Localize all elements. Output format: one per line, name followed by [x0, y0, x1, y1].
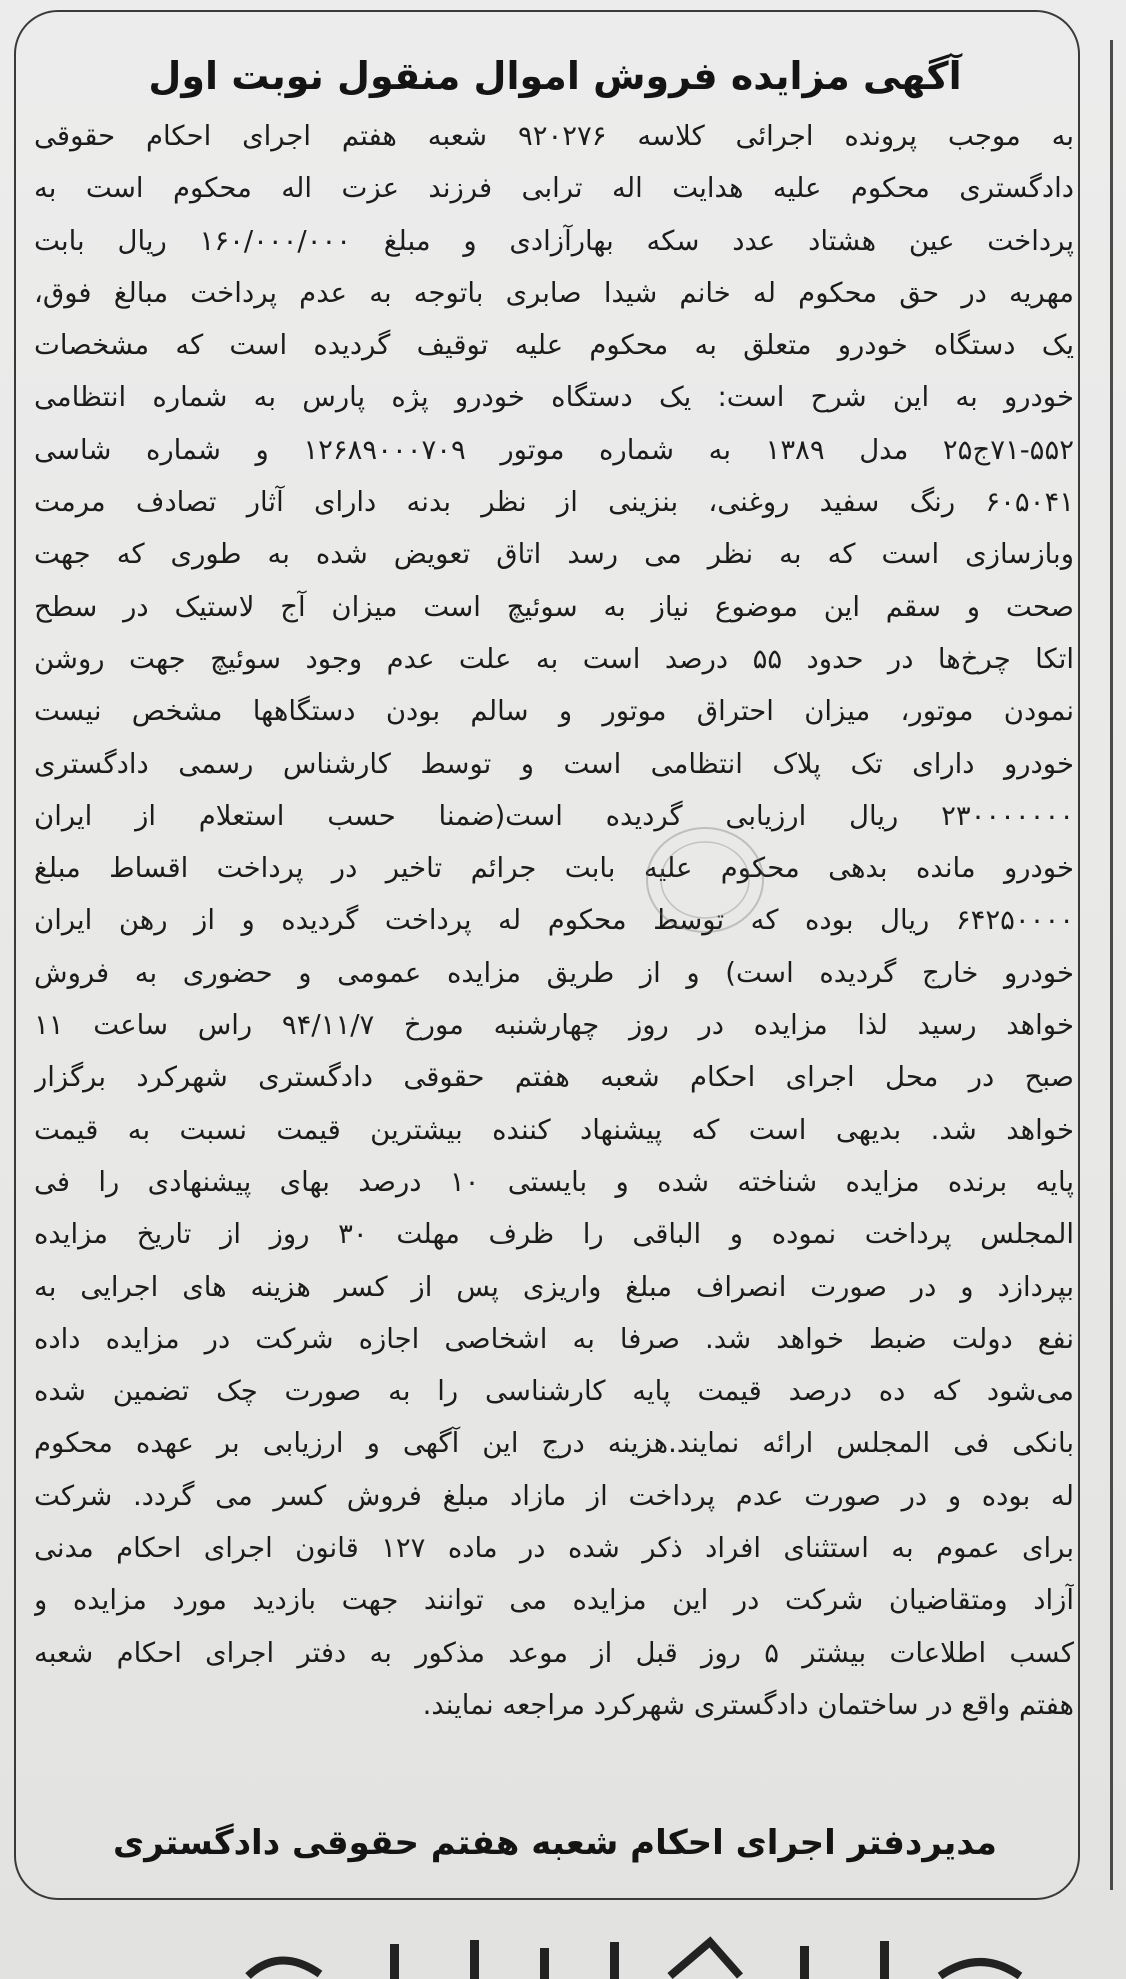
notice-body-line: خواهد رسید لذا مزایده در روز چهارشنبه مورخ ۹۴/۱۱/۷ راس ساعت ۱۱: [34, 1009, 1074, 1042]
notice-body-line: بپردازد و در صورت انصراف مبلغ واریزی پس از کسر هزینه های اجرایی به: [34, 1270, 1074, 1303]
notice-body-line: هفتم واقع در ساختمان دادگستری شهرکرد مراجعه نمایند.: [422, 1688, 1074, 1721]
notice-body-line: اتکا چرخ‌ها در حدود ۵۵ درصد است به علت عدم وجود سوئیچ جهت روشن: [34, 642, 1074, 675]
notice-body-line: بانکی فی المجلس ارائه نمایند.هزینه درج این آگهی و ارزیابی بر عهده محکوم: [34, 1427, 1074, 1460]
notice-body-line: می‌شود که ده درصد قیمت پایه کارشناسی را به صورت چک تضمین شده: [34, 1375, 1074, 1408]
notice-body-line: صحت و سقم این موضوع نیاز به سوئیچ است میزان آج لاستیک در سطح: [34, 590, 1074, 623]
notice-body-line: خواهد شد. بدیهی است که پیشنهاد کننده بیشترین قیمت نسبت به قیمت: [34, 1113, 1074, 1146]
notice-title: آگهی مزایده فروش اموال منقول نوبت اول: [148, 54, 962, 98]
notice-body-line: وبازسازی است که به نظر می رسد اتاق تعویض شده به طوری که جهت: [34, 538, 1074, 571]
notice-body-line: کسب اطلاعات بیشتر ۵ روز قبل از موعد مذکور به دفتر اجرای احکام شعبه: [34, 1636, 1074, 1669]
next-notice-heading-cropped: [240, 1936, 1060, 1979]
notice-body-line: نمودن موتور، میزان احتراق موتور و سالم بودن دستگاهها مشخص نیست: [34, 695, 1074, 728]
notice-body-line: ۶۴۲۵۰۰۰۰ ریال بوده که توسط محکوم له پرداخت گردیده و از رهن ایران: [34, 904, 1074, 937]
notice-body-line: له بوده و در صورت عدم پرداخت از مازاد مبلغ فروش کسر می گردد. شرکت: [34, 1479, 1074, 1512]
notice-body-line: نفع دولت ضبط خواهد شد. صرفا به اشخاصی اجازه شرکت در مزایده داده: [34, 1322, 1074, 1355]
column-divider-rule: [1110, 40, 1113, 1890]
notice-body-line: خودرو خارج گردیده است) و از طریق مزایده عمومی و حضوری به فروش: [34, 956, 1074, 989]
notice-body-line: خودرو مانده بدهی محکوم علیه بابت جرائم تاخیر در پرداخت اقساط مبلغ: [34, 852, 1074, 885]
notice-body-line: به موجب پرونده اجرائی کلاسه ۹۲۰۲۷۶ شعبه هفتم اجرای احکام حقوقی: [34, 120, 1074, 152]
notice-body-line: آزاد ومتقاضیان شرکت در این مزایده می توانند جهت بازدید مورد مزایده و: [34, 1584, 1074, 1617]
notice-body-line: خودرو دارای تک پلاک انتظامی است و توسط کارشناس رسمی دادگستری: [34, 747, 1074, 780]
notice-body-line: مهریه در حق محکوم له خانم شیدا صابری باتوجه به عدم پرداخت مبالغ فوق،: [34, 276, 1074, 309]
notice-body-line: خودرو به این شرح است: یک دستگاه خودرو پژه پارس به شماره انتظامی: [34, 381, 1074, 414]
notice-body-line: برای عموم به استثنای افراد ذکر شده در ماده ۱۲۷ قانون اجرای احکام مدنی: [34, 1532, 1074, 1565]
notice-body: [34, 110, 1074, 1731]
notice-body-line: ۲۳۰۰۰۰۰۰۰ ریال ارزیابی گردیده است(ضمنا حسب استعلام از ایران: [34, 799, 1074, 832]
notice-body-line: پایه برنده مزایده شناخته شده و بایستی ۱۰ درصد بهای پیشنهادی را فی: [34, 1165, 1074, 1198]
notice-body-line: صبح در محل اجرای احکام شعبه هفتم حقوقی دادگستری شهرکرد برگزار: [34, 1061, 1074, 1094]
notice-body-line: یک دستگاه خودرو متعلق به محکوم علیه توقیف گردیده است که مشخصات: [34, 329, 1074, 362]
notice-body-line: دادگستری محکوم علیه هدایت اله ترابی فرزند عزت اله محکوم است به: [34, 172, 1074, 205]
notice-signature: مدیردفتر اجرای احکام شعبه هفتم حقوقی دادگستری: [113, 1823, 997, 1863]
notice-body-line: ۶۰۵۰۴۱ رنگ سفید روغنی، بنزینی از نظر بدنه دارای آثار تصادف مرمت: [34, 486, 1074, 519]
notice-body-line: پرداخت عین هشتاد عدد سکه بهارآزادی و مبلغ ۱۶۰/۰۰۰/۰۰۰ ریال بابت: [34, 224, 1074, 257]
notice-body-line: المجلس پرداخت نموده و الباقی را ظرف مهلت ۳۰ روز از تاریخ مزایده: [34, 1218, 1074, 1251]
notice-body-line: ۷۱-۵۵۲ج۲۵ مدل ۱۳۸۹ به شماره موتور ۱۲۶۸۹۰۰۰۷۰۹ و شماره شاسی: [34, 433, 1074, 466]
